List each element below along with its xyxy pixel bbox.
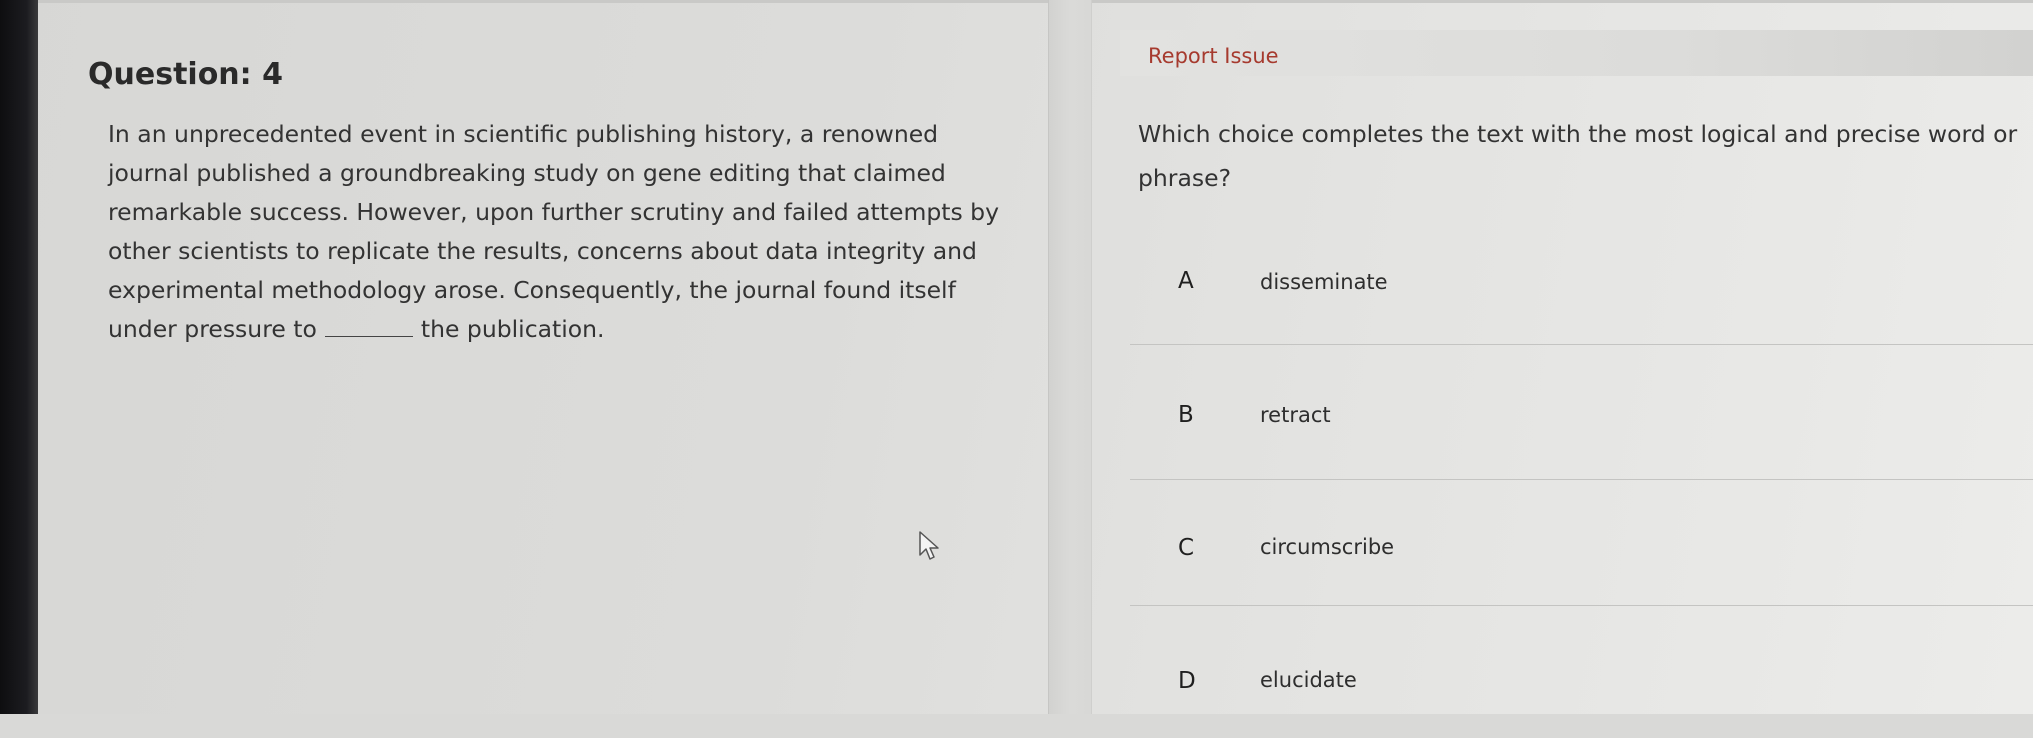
choice-text: retract bbox=[1260, 403, 1331, 427]
choice-letter: C bbox=[1178, 535, 1195, 561]
prompt-line: phrase? bbox=[1138, 164, 1232, 192]
question-pane bbox=[1090, 0, 2033, 714]
choice-text: circumscribe bbox=[1260, 535, 1395, 559]
passage-text-after-blank: the publication. bbox=[420, 315, 605, 343]
report-issue-link[interactable]: Report Issue bbox=[1148, 44, 1279, 68]
passage-line: other scientists to replicate the results, concerns about data integrity and bbox=[108, 237, 977, 265]
prompt-line: Which choice completes the text with the most logical and precise word or bbox=[1138, 120, 2018, 148]
passage-line: In an unprecedented event in scientific publishing history, a renowned bbox=[108, 120, 939, 148]
passage-text bbox=[108, 115, 1028, 349]
choice-d[interactable] bbox=[1130, 638, 2033, 738]
passage-line bbox=[108, 310, 1028, 349]
passage-pane bbox=[38, 3, 1048, 714]
pane-divider[interactable] bbox=[1048, 0, 1092, 714]
passage-line: experimental methodology arose. Consequently, the journal found itself bbox=[108, 276, 956, 304]
monitor-bezel bbox=[0, 0, 38, 714]
choice-c[interactable] bbox=[1130, 505, 2033, 605]
question-prompt bbox=[1138, 112, 2033, 200]
answer-blank bbox=[325, 322, 413, 337]
choice-letter: B bbox=[1178, 402, 1194, 428]
passage-line: journal published a groundbreaking study on gene editing that claimed bbox=[108, 159, 946, 187]
choice-b[interactable] bbox=[1130, 372, 2033, 472]
passage-line: remarkable success. However, upon further scrutiny and failed attempts by bbox=[108, 198, 1000, 226]
choice-divider bbox=[1130, 605, 2033, 606]
choice-text: disseminate bbox=[1260, 270, 1388, 294]
question-number: Question: 4 bbox=[88, 57, 283, 92]
choice-text: elucidate bbox=[1260, 668, 1357, 692]
mouse-pointer-icon bbox=[918, 531, 942, 561]
choice-divider bbox=[1130, 344, 2033, 345]
passage-text-before-blank: under pressure to bbox=[108, 315, 317, 343]
choice-a[interactable] bbox=[1130, 238, 2033, 338]
choice-divider bbox=[1130, 479, 2033, 480]
choice-letter: D bbox=[1178, 668, 1196, 694]
choice-letter: A bbox=[1178, 268, 1194, 294]
